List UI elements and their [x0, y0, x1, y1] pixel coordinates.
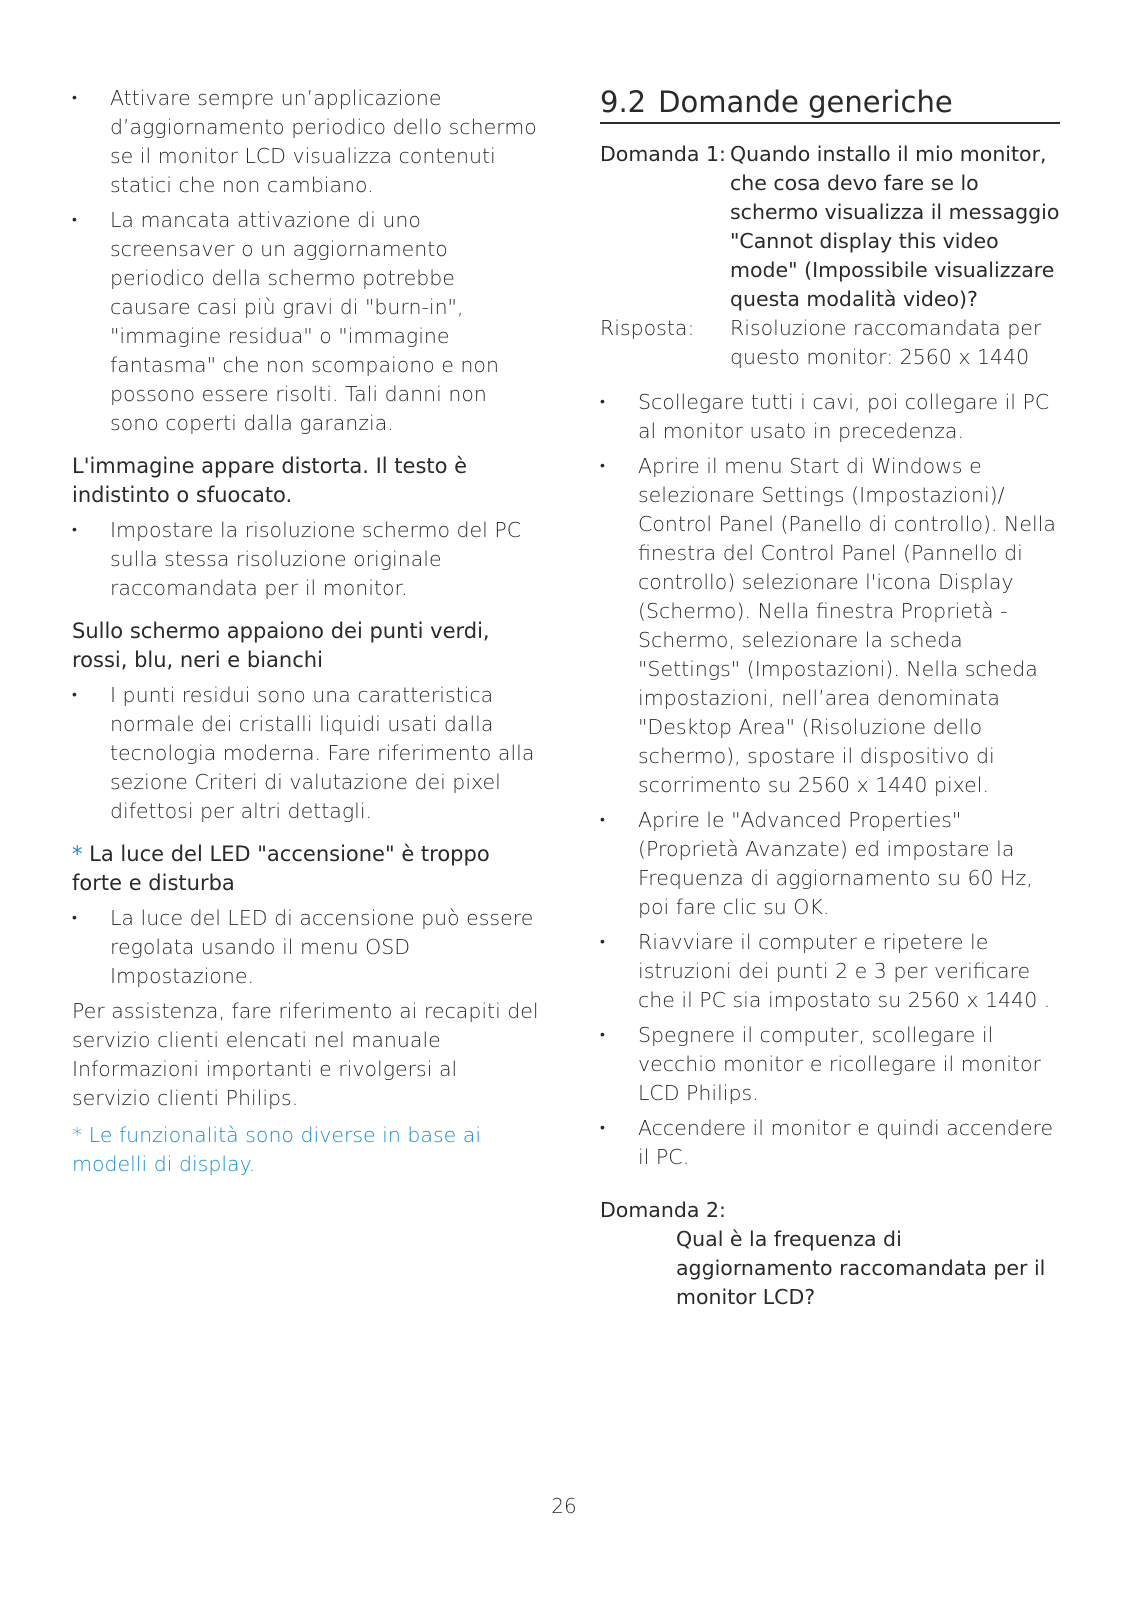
- led-list: [72, 904, 542, 991]
- answer-1-label: Risposta:: [600, 316, 695, 340]
- answer-1-text: Risoluzione raccomandata per questo monitor: 2560 x 1440: [730, 316, 1042, 369]
- list-item: • Aprire le "Advanced Properties" (Proprietà Avanzate) ed impostare la Frequenza di aggiornamento su 60 Hz, poi fare clic su OK.: [600, 806, 1060, 922]
- list-item: • Impostare la risoluzione schermo del PC sulla stessa risoluzione originale raccomandata per il monitor.: [72, 516, 542, 603]
- distorted-image-heading: L'immagine appare distorta. Il testo è indistinto o sfuocato.: [72, 454, 468, 507]
- burn-in-tips-list: [72, 84, 542, 438]
- list-item: • Accendere il monitor e quindi accendere il PC.: [600, 1114, 1060, 1172]
- asterisk-marker: *: [72, 842, 83, 866]
- section-number: 9.2: [600, 85, 647, 119]
- question-2-text: Qual è la frequenza di aggiornamento raccomandata per il monitor LCD?: [676, 1227, 1046, 1309]
- list-item: • La luce del LED di accensione può essere regolata usando il menu OSD Impostazione.: [72, 904, 542, 991]
- right-column: [600, 84, 1060, 1312]
- list-item: • Scollegare tutti i cavi, poi collegare il PC al monitor usato in precedenza.: [600, 388, 1060, 446]
- colored-dots-list: [72, 681, 542, 826]
- assistance-paragraph: Per assistenza, fare riferimento ai recapiti del servizio clienti elencati nel manuale Informazioni importanti e rivolgersi al servizio clienti Philips.: [72, 999, 539, 1110]
- section-title-text: Domande generiche: [658, 85, 953, 119]
- section-title: [600, 84, 1060, 124]
- left-column: [72, 84, 542, 1187]
- page-number: 26: [551, 1494, 577, 1518]
- list-item: • I punti residui sono una caratteristica normale dei cristalli liquidi usati dalla tecnologia moderna. Fare riferimento alla sezione Criteri di valutazione dei pixel difettosi per altri dettagli.: [72, 681, 542, 826]
- list-item: • Spegnere il computer, scollegare il vecchio monitor e ricollegare il monitor LCD Philips.: [600, 1021, 1060, 1108]
- question-1-text: Quando installo il mio monitor, che cosa devo fare se lo schermo visualizza il messaggio "Cannot display this video mode" (Impossibile visualizzare questa modalità video)?: [730, 142, 1060, 311]
- led-heading: [72, 840, 542, 898]
- answer-1-steps: [600, 388, 1060, 1172]
- distorted-image-list: [72, 516, 542, 603]
- question-2-label: Domanda 2:: [600, 1198, 726, 1222]
- list-item: • Attivare sempre un’applicazione d’aggiornamento periodico dello schermo se il monitor LCD visualizza contenuti statici che non cambiano.: [72, 84, 542, 200]
- list-item: • Aprire il menu Start di Windows e selezionare Settings (Impostazioni)/ Control Panel (Panello di controllo). Nella finestra del Control Panel (Pannello di controllo) selezionare l'icona Display (Schermo). Nella finestra Proprietà - Schermo, selezionare la scheda "Settings" (Impostazioni). Nella scheda impostazioni, nell’area denominata "Desktop Area" (Risoluzione dello schermo), spostare il dispositivo di scorrimento su 2560 x 1440 pixel.: [600, 452, 1060, 800]
- colored-dots-heading: Sullo schermo appaiono dei punti verdi, rossi, blu, neri e bianchi: [72, 619, 490, 672]
- led-heading-text: La luce del LED "accensione" è troppo forte e disturba: [72, 842, 490, 895]
- question-1: [600, 140, 1060, 372]
- question-1-label: Domanda 1:: [600, 142, 726, 166]
- list-item: • Riavviare il computer e ripetere le istruzioni dei punti 2 e 3 per verificare che il PC sia impostato su 2560 x 1440 .: [600, 928, 1060, 1015]
- footnote: * Le funzionalità sono diverse in base ai modelli di display.: [72, 1123, 482, 1176]
- list-item: • La mancata attivazione di uno screensaver o un aggiornamento periodico della schermo potrebbe causare casi più gravi di "burn-in", "immagine residua" o "immagine fantasma" che non scompaiono e non possono essere risolti. Tali danni non sono coperti dalla garanzia.: [72, 206, 542, 438]
